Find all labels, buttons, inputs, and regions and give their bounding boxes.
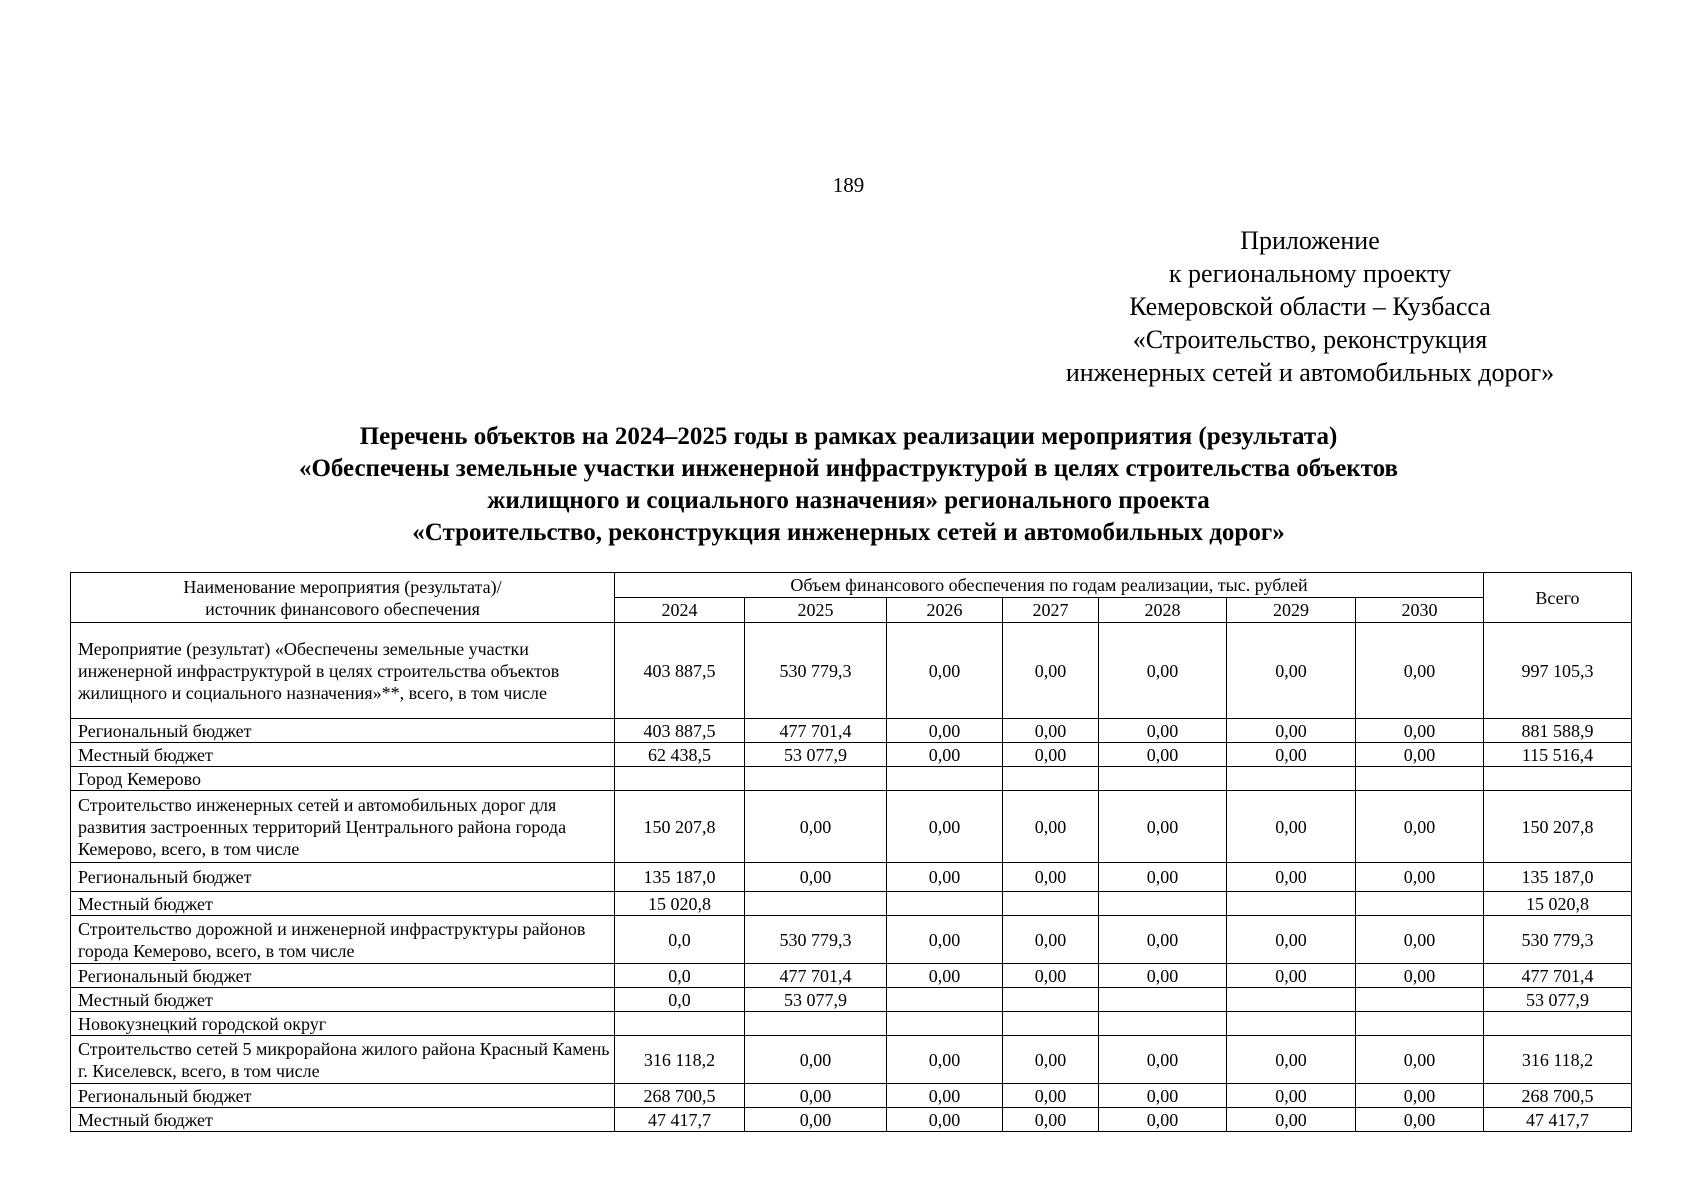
row-value: 0,0 [615, 988, 745, 1012]
row-value [615, 1012, 745, 1036]
row-value: 135 187,0 [615, 863, 745, 892]
row-value: 0,00 [745, 863, 887, 892]
row-value: 0,0 [615, 964, 745, 988]
row-value: 62 438,5 [615, 743, 745, 767]
table-row [71, 1084, 1632, 1108]
header-year: 2027 [1003, 598, 1099, 623]
table-body [71, 623, 1632, 1132]
row-value [1356, 767, 1484, 791]
row-value [1003, 892, 1099, 916]
row-value: 0,00 [1003, 623, 1099, 719]
row-value: 0,00 [887, 964, 1003, 988]
row-value: 0,00 [1356, 1084, 1484, 1108]
row-name: Новокузнецкий городской округ [71, 1012, 615, 1036]
row-value: 0,00 [1356, 743, 1484, 767]
row-value: 53 077,9 [745, 988, 887, 1012]
row-value [887, 767, 1003, 791]
row-value: 0,00 [1003, 916, 1099, 964]
row-value: 0,00 [887, 1036, 1003, 1084]
table-row [71, 767, 1632, 791]
row-value: 0,00 [1227, 1108, 1356, 1132]
row-value [745, 1012, 887, 1036]
row-value: 0,00 [1099, 791, 1227, 863]
row-value: 0,00 [1003, 719, 1099, 743]
row-value: 0,00 [1227, 719, 1356, 743]
row-value [1227, 1012, 1356, 1036]
row-value: 0,00 [1227, 1036, 1356, 1084]
row-name: Региональный бюджет [71, 719, 615, 743]
financing-table [70, 572, 1632, 1132]
header-name-line: Наименование мероприятия (результата)/ [183, 576, 502, 597]
row-value: 403 887,5 [615, 719, 745, 743]
table-row [71, 743, 1632, 767]
row-value: 0,00 [1356, 623, 1484, 719]
row-value: 150 207,8 [615, 791, 745, 863]
row-value [887, 892, 1003, 916]
row-value [887, 988, 1003, 1012]
appendix-note [1030, 224, 1590, 389]
row-value: 0,00 [1227, 916, 1356, 964]
table-row [71, 1036, 1632, 1084]
row-name: Местный бюджет [71, 1108, 615, 1132]
row-value: 0,00 [1003, 791, 1099, 863]
row-total: 115 516,4 [1484, 743, 1632, 767]
row-value: 0,00 [1227, 743, 1356, 767]
row-value: 403 887,5 [615, 623, 745, 719]
table-row [71, 863, 1632, 892]
row-total [1484, 767, 1632, 791]
row-value: 0,00 [1099, 1084, 1227, 1108]
row-value: 477 701,4 [745, 719, 887, 743]
row-value: 0,00 [1356, 719, 1484, 743]
row-value: 0,00 [1227, 964, 1356, 988]
row-total: 150 207,8 [1484, 791, 1632, 863]
row-value: 0,00 [745, 1108, 887, 1132]
table-row [71, 1012, 1632, 1036]
row-total: 477 701,4 [1484, 964, 1632, 988]
row-value [615, 767, 745, 791]
row-value: 0,00 [1099, 743, 1227, 767]
title-line: жилищного и социального назначения» регионального проекта [487, 487, 1210, 514]
header-year: 2029 [1227, 598, 1356, 623]
table-row [71, 964, 1632, 988]
table-row [71, 988, 1632, 1012]
row-value: 0,00 [887, 719, 1003, 743]
table-row [71, 892, 1632, 916]
header-year: 2024 [615, 598, 745, 623]
table-row [71, 719, 1632, 743]
header-year: 2028 [1099, 598, 1227, 623]
row-value: 0,00 [887, 623, 1003, 719]
row-value: 0,00 [887, 743, 1003, 767]
row-value [1003, 1012, 1099, 1036]
row-total: 53 077,9 [1484, 988, 1632, 1012]
row-value: 316 118,2 [615, 1036, 745, 1084]
row-value: 268 700,5 [615, 1084, 745, 1108]
row-value [1099, 892, 1227, 916]
row-value: 0,00 [1003, 1108, 1099, 1132]
header-year: 2030 [1356, 598, 1484, 623]
row-total: 997 105,3 [1484, 623, 1632, 719]
row-value: 0,00 [1356, 1036, 1484, 1084]
table-row [71, 791, 1632, 863]
header-year: 2025 [745, 598, 887, 623]
row-value [1099, 767, 1227, 791]
row-value: 53 077,9 [745, 743, 887, 767]
row-value [1356, 892, 1484, 916]
row-name: Региональный бюджет [71, 964, 615, 988]
row-value: 477 701,4 [745, 964, 887, 988]
row-value: 0,00 [1099, 623, 1227, 719]
row-value: 0,00 [1356, 863, 1484, 892]
row-value: 0,00 [1099, 1036, 1227, 1084]
row-value [1099, 1012, 1227, 1036]
row-value: 0,00 [1099, 964, 1227, 988]
row-value: 0,00 [1227, 623, 1356, 719]
row-value [1227, 892, 1356, 916]
row-value [1356, 1012, 1484, 1036]
row-value [1003, 767, 1099, 791]
row-value [745, 767, 887, 791]
row-value: 0,00 [887, 791, 1003, 863]
page-number: 189 [832, 173, 865, 197]
appendix-line: Кемеровской области – Кузбасса [1129, 292, 1491, 321]
row-value: 0,00 [1003, 1036, 1099, 1084]
title-line: «Обеспечены земельные участки инженерной инфраструктурой в целях строительства объектов [298, 455, 1399, 482]
row-total: 530 779,3 [1484, 916, 1632, 964]
appendix-line: инженерных сетей и автомобильных дорог» [1065, 358, 1555, 387]
row-total: 881 588,9 [1484, 719, 1632, 743]
row-value: 0,00 [745, 1036, 887, 1084]
row-total: 135 187,0 [1484, 863, 1632, 892]
row-value: 0,00 [1099, 916, 1227, 964]
row-name: Строительство инженерных сетей и автомобильных дорог для развития застроенных территорий Центрального района города Кемерово, всего, в том числе [71, 791, 615, 863]
row-value: 0,00 [1003, 863, 1099, 892]
row-total: 316 118,2 [1484, 1036, 1632, 1084]
row-name: Строительство дорожной и инженерной инфраструктуры районов города Кемерово, всего, в том числе [71, 916, 615, 964]
row-value [1227, 988, 1356, 1012]
row-value: 0,00 [1356, 964, 1484, 988]
row-value [1003, 988, 1099, 1012]
row-value: 0,0 [615, 916, 745, 964]
row-value: 530 779,3 [745, 916, 887, 964]
row-value [745, 892, 887, 916]
header-volume: Объем финансового обеспечения по годам реализации, тыс. рублей [615, 573, 1484, 598]
row-name: Региональный бюджет [71, 1084, 615, 1108]
row-name: Местный бюджет [71, 743, 615, 767]
title-line: Перечень объектов на 2024–2025 годы в рамках реализации мероприятия (результата) [359, 423, 1338, 450]
row-value: 0,00 [1356, 1108, 1484, 1132]
row-value: 0,00 [745, 1084, 887, 1108]
row-name: Мероприятие (результат) «Обеспечены земельные участки инженерной инфраструктурой в целях строительства объектов жилищного и социального назначения»**, всего, в том числе [71, 623, 615, 719]
row-value: 0,00 [1099, 863, 1227, 892]
header-name-cell [71, 573, 615, 623]
row-value: 47 417,7 [615, 1108, 745, 1132]
appendix-line: Приложение [1240, 226, 1380, 255]
row-value [887, 1012, 1003, 1036]
row-total: 268 700,5 [1484, 1084, 1632, 1108]
row-name: Региональный бюджет [71, 863, 615, 892]
row-value: 0,00 [1003, 1084, 1099, 1108]
row-value: 0,00 [1003, 743, 1099, 767]
row-total: 15 020,8 [1484, 892, 1632, 916]
row-value: 0,00 [1099, 1108, 1227, 1132]
row-value [1356, 988, 1484, 1012]
row-value: 0,00 [887, 863, 1003, 892]
row-name: Строительство сетей 5 микрорайона жилого района Красный Камень г. Киселевск, всего, в том числе [71, 1036, 615, 1084]
row-value: 0,00 [1356, 916, 1484, 964]
table-row [71, 623, 1632, 719]
row-value: 0,00 [887, 1108, 1003, 1132]
row-value: 0,00 [1099, 719, 1227, 743]
document-title [0, 421, 1697, 549]
row-total: 47 417,7 [1484, 1108, 1632, 1132]
row-value: 0,00 [1227, 863, 1356, 892]
title-line: «Строительство, реконструкция инженерных сетей и автомобильных дорог» [412, 519, 1285, 546]
table-row [71, 916, 1632, 964]
row-name: Местный бюджет [71, 892, 615, 916]
row-value: 0,00 [1227, 1084, 1356, 1108]
row-value: 0,00 [745, 791, 887, 863]
appendix-line: к региональному проекту [1168, 259, 1452, 288]
row-value: 530 779,3 [745, 623, 887, 719]
header-name-line: источник финансового обеспечения [205, 598, 480, 619]
header-year: 2026 [887, 598, 1003, 623]
row-name: Город Кемерово [71, 767, 615, 791]
row-value: 0,00 [1356, 791, 1484, 863]
row-value: 0,00 [1003, 964, 1099, 988]
appendix-line: «Строительство, реконструкция [1132, 325, 1488, 354]
row-total [1484, 1012, 1632, 1036]
row-value [1227, 767, 1356, 791]
row-value: 15 020,8 [615, 892, 745, 916]
row-name: Местный бюджет [71, 988, 615, 1012]
header-total: Всего [1484, 573, 1632, 623]
row-value: 0,00 [887, 1084, 1003, 1108]
row-value: 0,00 [887, 916, 1003, 964]
row-value: 0,00 [1227, 791, 1356, 863]
table-row [71, 1108, 1632, 1132]
row-value [1099, 988, 1227, 1012]
